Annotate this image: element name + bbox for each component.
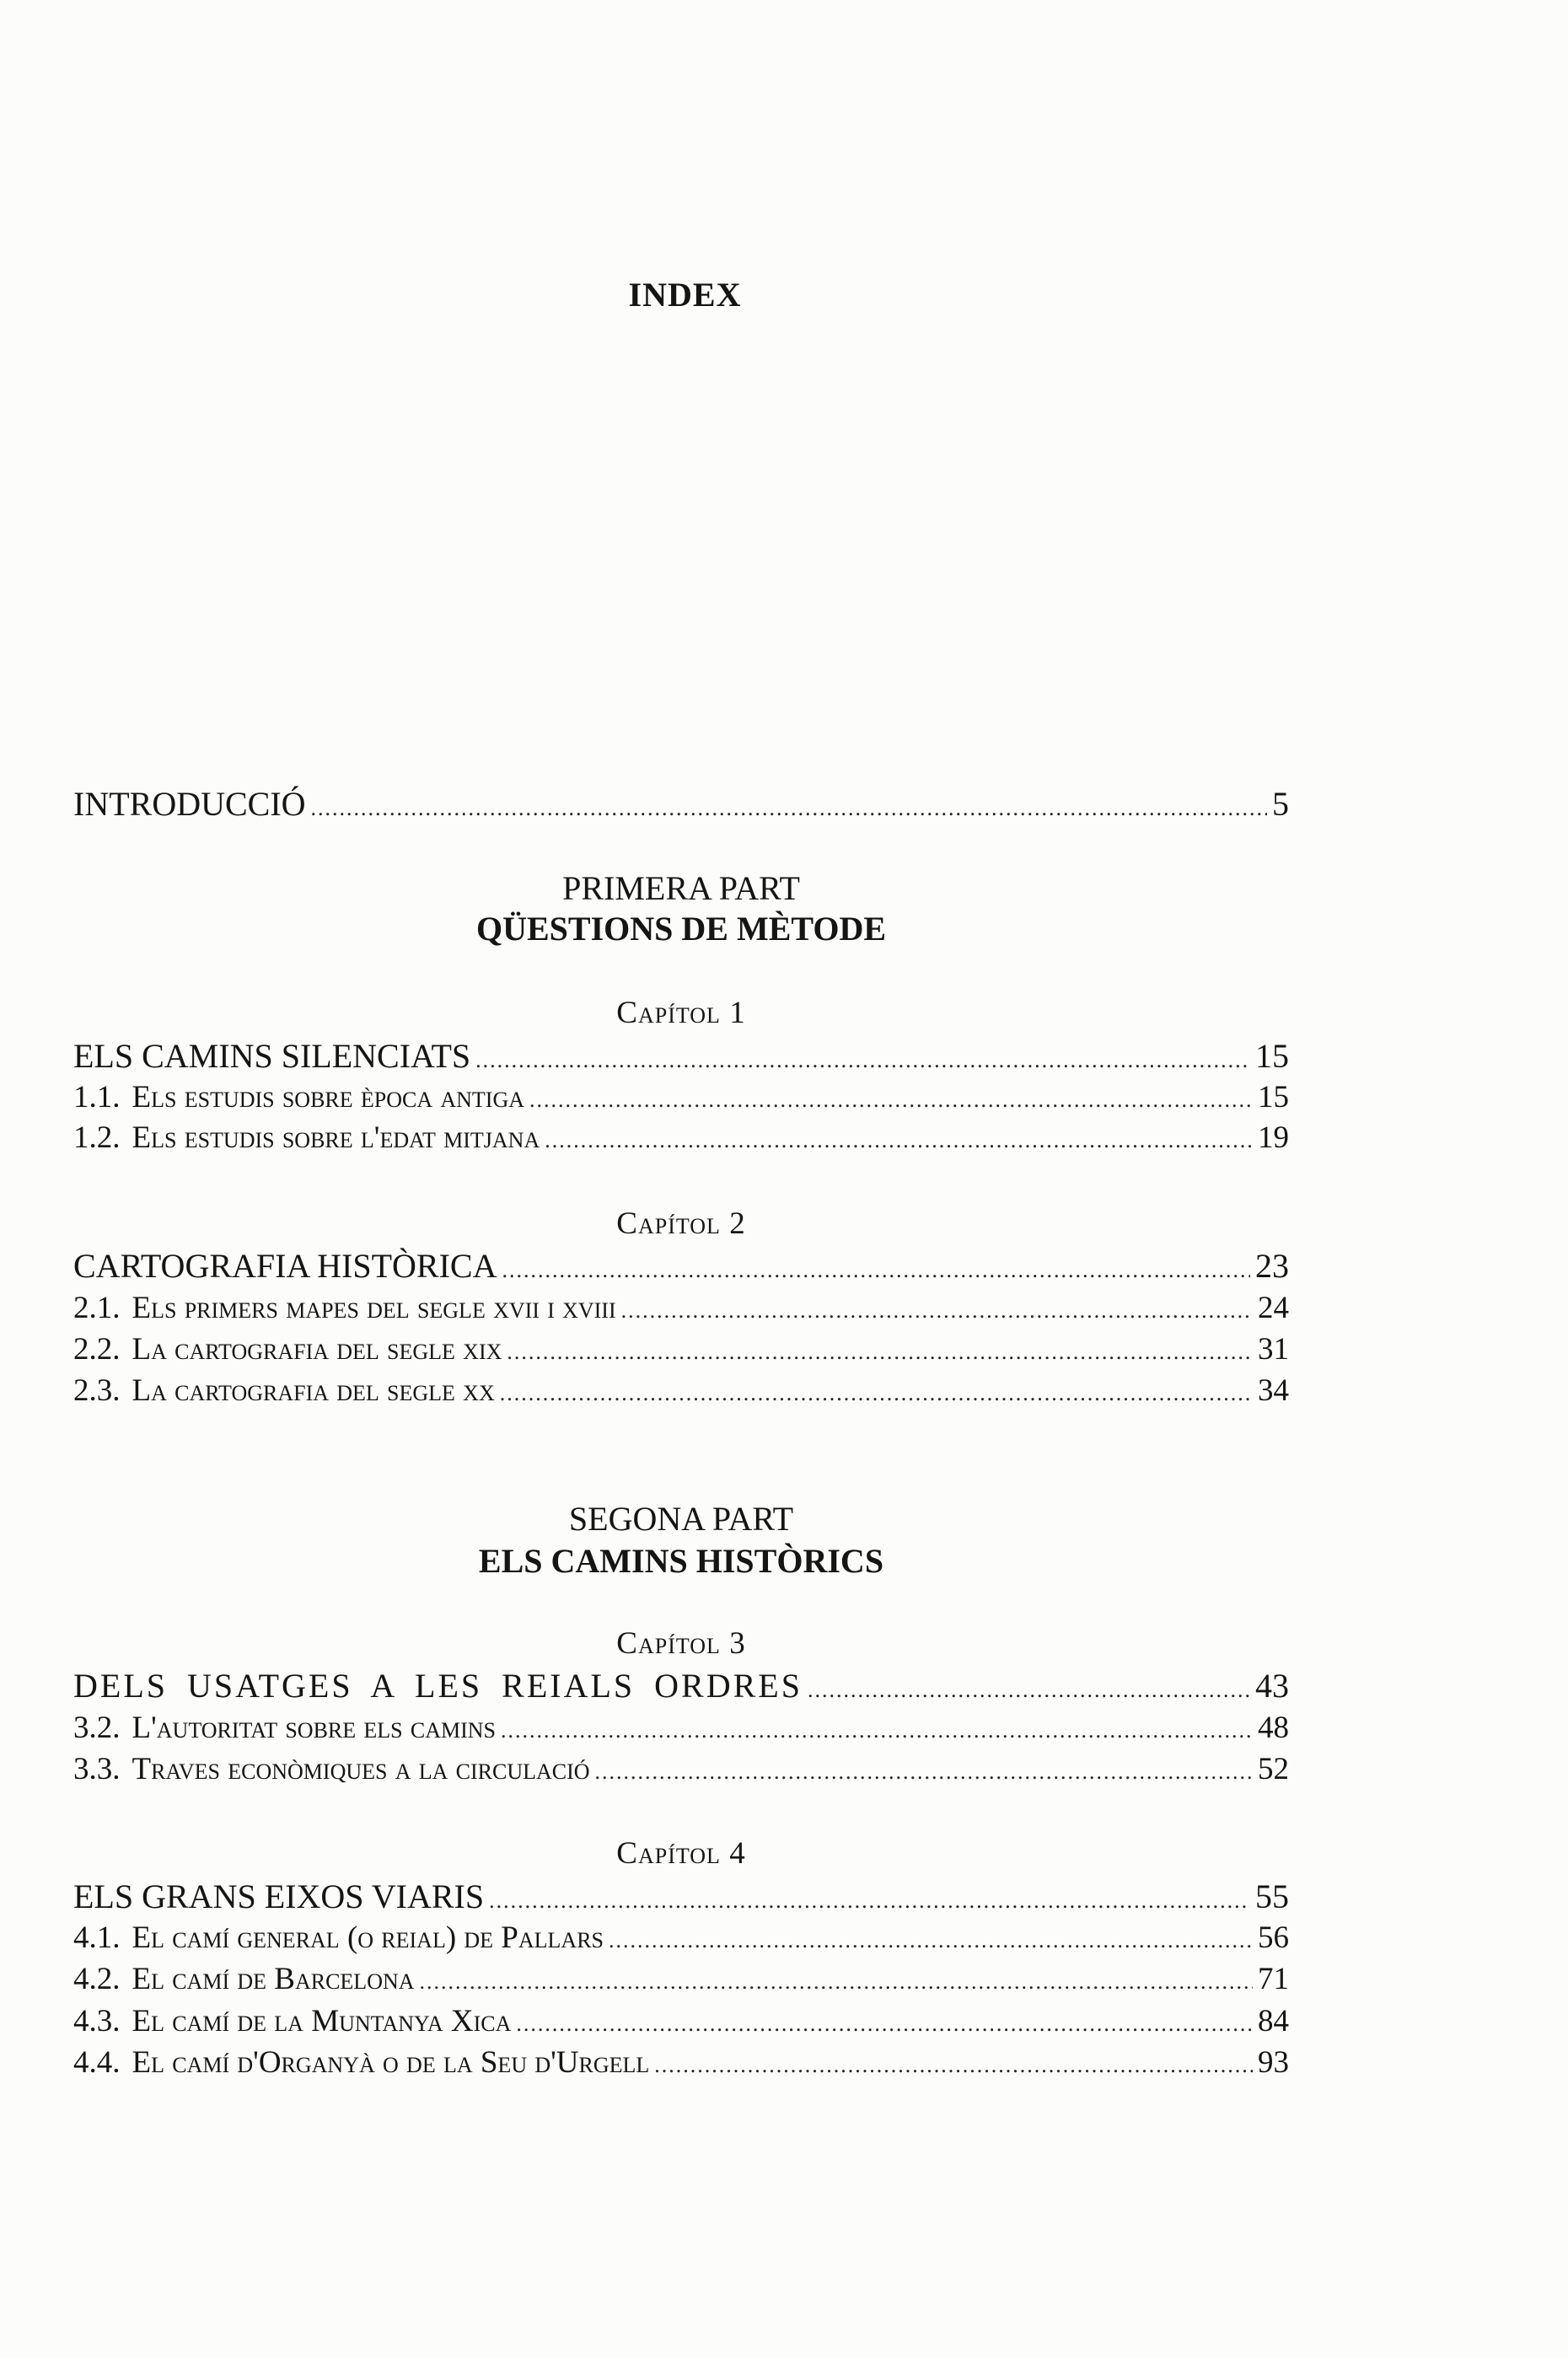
toc-page-number: 24 bbox=[1258, 1291, 1289, 1325]
toc-entry-label: La cartografia del segle xx bbox=[132, 1373, 495, 1408]
toc-entry-label: L'autoritat sobre els camins bbox=[132, 1711, 496, 1745]
dot-leader bbox=[502, 1258, 1250, 1283]
dot-leader bbox=[545, 1128, 1253, 1153]
dot-leader bbox=[507, 1340, 1253, 1365]
part-label: SEGONA PART bbox=[568, 1500, 794, 1538]
toc-page-number: 48 bbox=[1258, 1711, 1289, 1745]
dot-leader bbox=[529, 1088, 1253, 1113]
dot-leader bbox=[621, 1298, 1253, 1324]
part-label: PRIMERA PART bbox=[562, 869, 800, 907]
toc-section-entry[interactable] bbox=[73, 1920, 1289, 1956]
toc-section-entry[interactable] bbox=[73, 1079, 1289, 1115]
section-number: 4.1. bbox=[73, 1920, 121, 1955]
toc-page-number: 93 bbox=[1258, 2045, 1289, 2080]
toc-entry-label: Traves econòmiques a la circulació bbox=[132, 1752, 590, 1786]
toc-page-number: 19 bbox=[1258, 1120, 1289, 1155]
section-number: 2.2. bbox=[73, 1332, 121, 1367]
toc-entry-label: La cartografia del segle xix bbox=[132, 1332, 502, 1367]
toc-page-number: 56 bbox=[1258, 1920, 1289, 1955]
section-number: 3.3. bbox=[73, 1752, 121, 1786]
toc-entry-label: Els estudis sobre l'edat mitjana bbox=[132, 1120, 540, 1155]
section-number: 2.1. bbox=[73, 1291, 121, 1325]
section-number: 1.2. bbox=[73, 1120, 121, 1155]
toc-section-entry[interactable] bbox=[73, 1961, 1289, 1997]
section-number: 4.3. bbox=[73, 2004, 121, 2038]
toc-chapter-entry[interactable] bbox=[73, 1666, 1289, 1705]
dot-leader bbox=[420, 1969, 1253, 1995]
toc-page-number: 15 bbox=[1258, 1080, 1289, 1115]
toc-entry-label: Els estudis sobre època antiga bbox=[132, 1080, 525, 1115]
toc-section-entry[interactable] bbox=[73, 1331, 1289, 1367]
toc-entry-label: INTRODUCCIÓ bbox=[73, 785, 306, 823]
toc-chapter-entry[interactable] bbox=[73, 1036, 1289, 1076]
chapter-label: Capítol 4 bbox=[616, 1836, 746, 1871]
chapter-label: Capítol 3 bbox=[616, 1626, 746, 1661]
toc-section-entry[interactable] bbox=[73, 1290, 1289, 1326]
toc-page-number: 52 bbox=[1258, 1752, 1289, 1786]
toc-section-entry[interactable] bbox=[73, 1120, 1289, 1156]
toc-page-number: 5 bbox=[1272, 785, 1289, 823]
section-number: 4.2. bbox=[73, 1962, 121, 1996]
toc-entry-label: El camí de Barcelona bbox=[132, 1962, 415, 1996]
chapter-label: Capítol 2 bbox=[616, 1206, 746, 1241]
dot-leader bbox=[654, 2053, 1253, 2078]
dot-leader bbox=[475, 1048, 1250, 1073]
toc-section-entry[interactable] bbox=[73, 2044, 1289, 2081]
toc-entry-label: El camí d'Organyà o de la Seu d'Urgell bbox=[132, 2045, 650, 2080]
page-title: INDEX bbox=[628, 276, 742, 314]
toc-section-entry[interactable] bbox=[73, 2003, 1289, 2039]
section-number: 2.3. bbox=[73, 1373, 121, 1408]
dot-leader bbox=[489, 1888, 1250, 1914]
toc-entry-label: ELS GRANS EIXOS VIARIS bbox=[73, 1877, 485, 1915]
toc-page-number: 34 bbox=[1258, 1373, 1289, 1408]
toc-section-entry[interactable] bbox=[73, 1751, 1289, 1787]
toc-page-number: 84 bbox=[1258, 2004, 1289, 2038]
toc-entry-label: DELS USATGES A LES REIALS ORDRES bbox=[73, 1667, 803, 1705]
toc-page-number: 31 bbox=[1258, 1332, 1289, 1367]
toc-section-entry[interactable] bbox=[73, 1372, 1289, 1409]
toc-section-entry[interactable] bbox=[73, 1710, 1289, 1746]
toc-entry-introduction[interactable] bbox=[73, 784, 1289, 824]
dot-leader bbox=[595, 1759, 1253, 1785]
toc-chapter-entry[interactable] bbox=[73, 1877, 1289, 1916]
section-number: 4.4. bbox=[73, 2045, 121, 2080]
toc-entry-label: Els primers mapes del segle xvii i xviii bbox=[132, 1291, 616, 1325]
toc-page-number: 15 bbox=[1255, 1037, 1289, 1075]
chapter-label: Capítol 1 bbox=[616, 996, 746, 1030]
toc-page-number: 55 bbox=[1255, 1877, 1289, 1915]
toc-entry-label: El camí de la Muntanya Xica bbox=[132, 2004, 512, 2038]
toc-page-number: 43 bbox=[1255, 1667, 1289, 1705]
dot-leader bbox=[311, 796, 1267, 821]
section-number: 3.2. bbox=[73, 1711, 121, 1745]
dot-leader bbox=[500, 1381, 1253, 1406]
dot-leader bbox=[808, 1678, 1250, 1703]
section-number: 1.1. bbox=[73, 1080, 121, 1115]
toc-chapter-entry[interactable] bbox=[73, 1246, 1289, 1286]
toc-entry-label: CARTOGRAFIA HISTÒRICA bbox=[73, 1247, 497, 1285]
part-title: ELS CAMINS HISTÒRICS bbox=[478, 1542, 884, 1580]
toc-entry-label: ELS CAMINS SILENCIATS bbox=[73, 1037, 471, 1075]
part-title: QÜESTIONS DE MÈTODE bbox=[475, 910, 887, 948]
toc-page-number: 71 bbox=[1258, 1962, 1289, 1996]
toc-entry-label: El camí general (o reial) de Pallars bbox=[132, 1920, 604, 1955]
dot-leader bbox=[501, 1718, 1253, 1743]
toc-page-number: 23 bbox=[1255, 1247, 1289, 1285]
dot-leader bbox=[516, 2012, 1253, 2037]
dot-leader bbox=[609, 1928, 1253, 1953]
